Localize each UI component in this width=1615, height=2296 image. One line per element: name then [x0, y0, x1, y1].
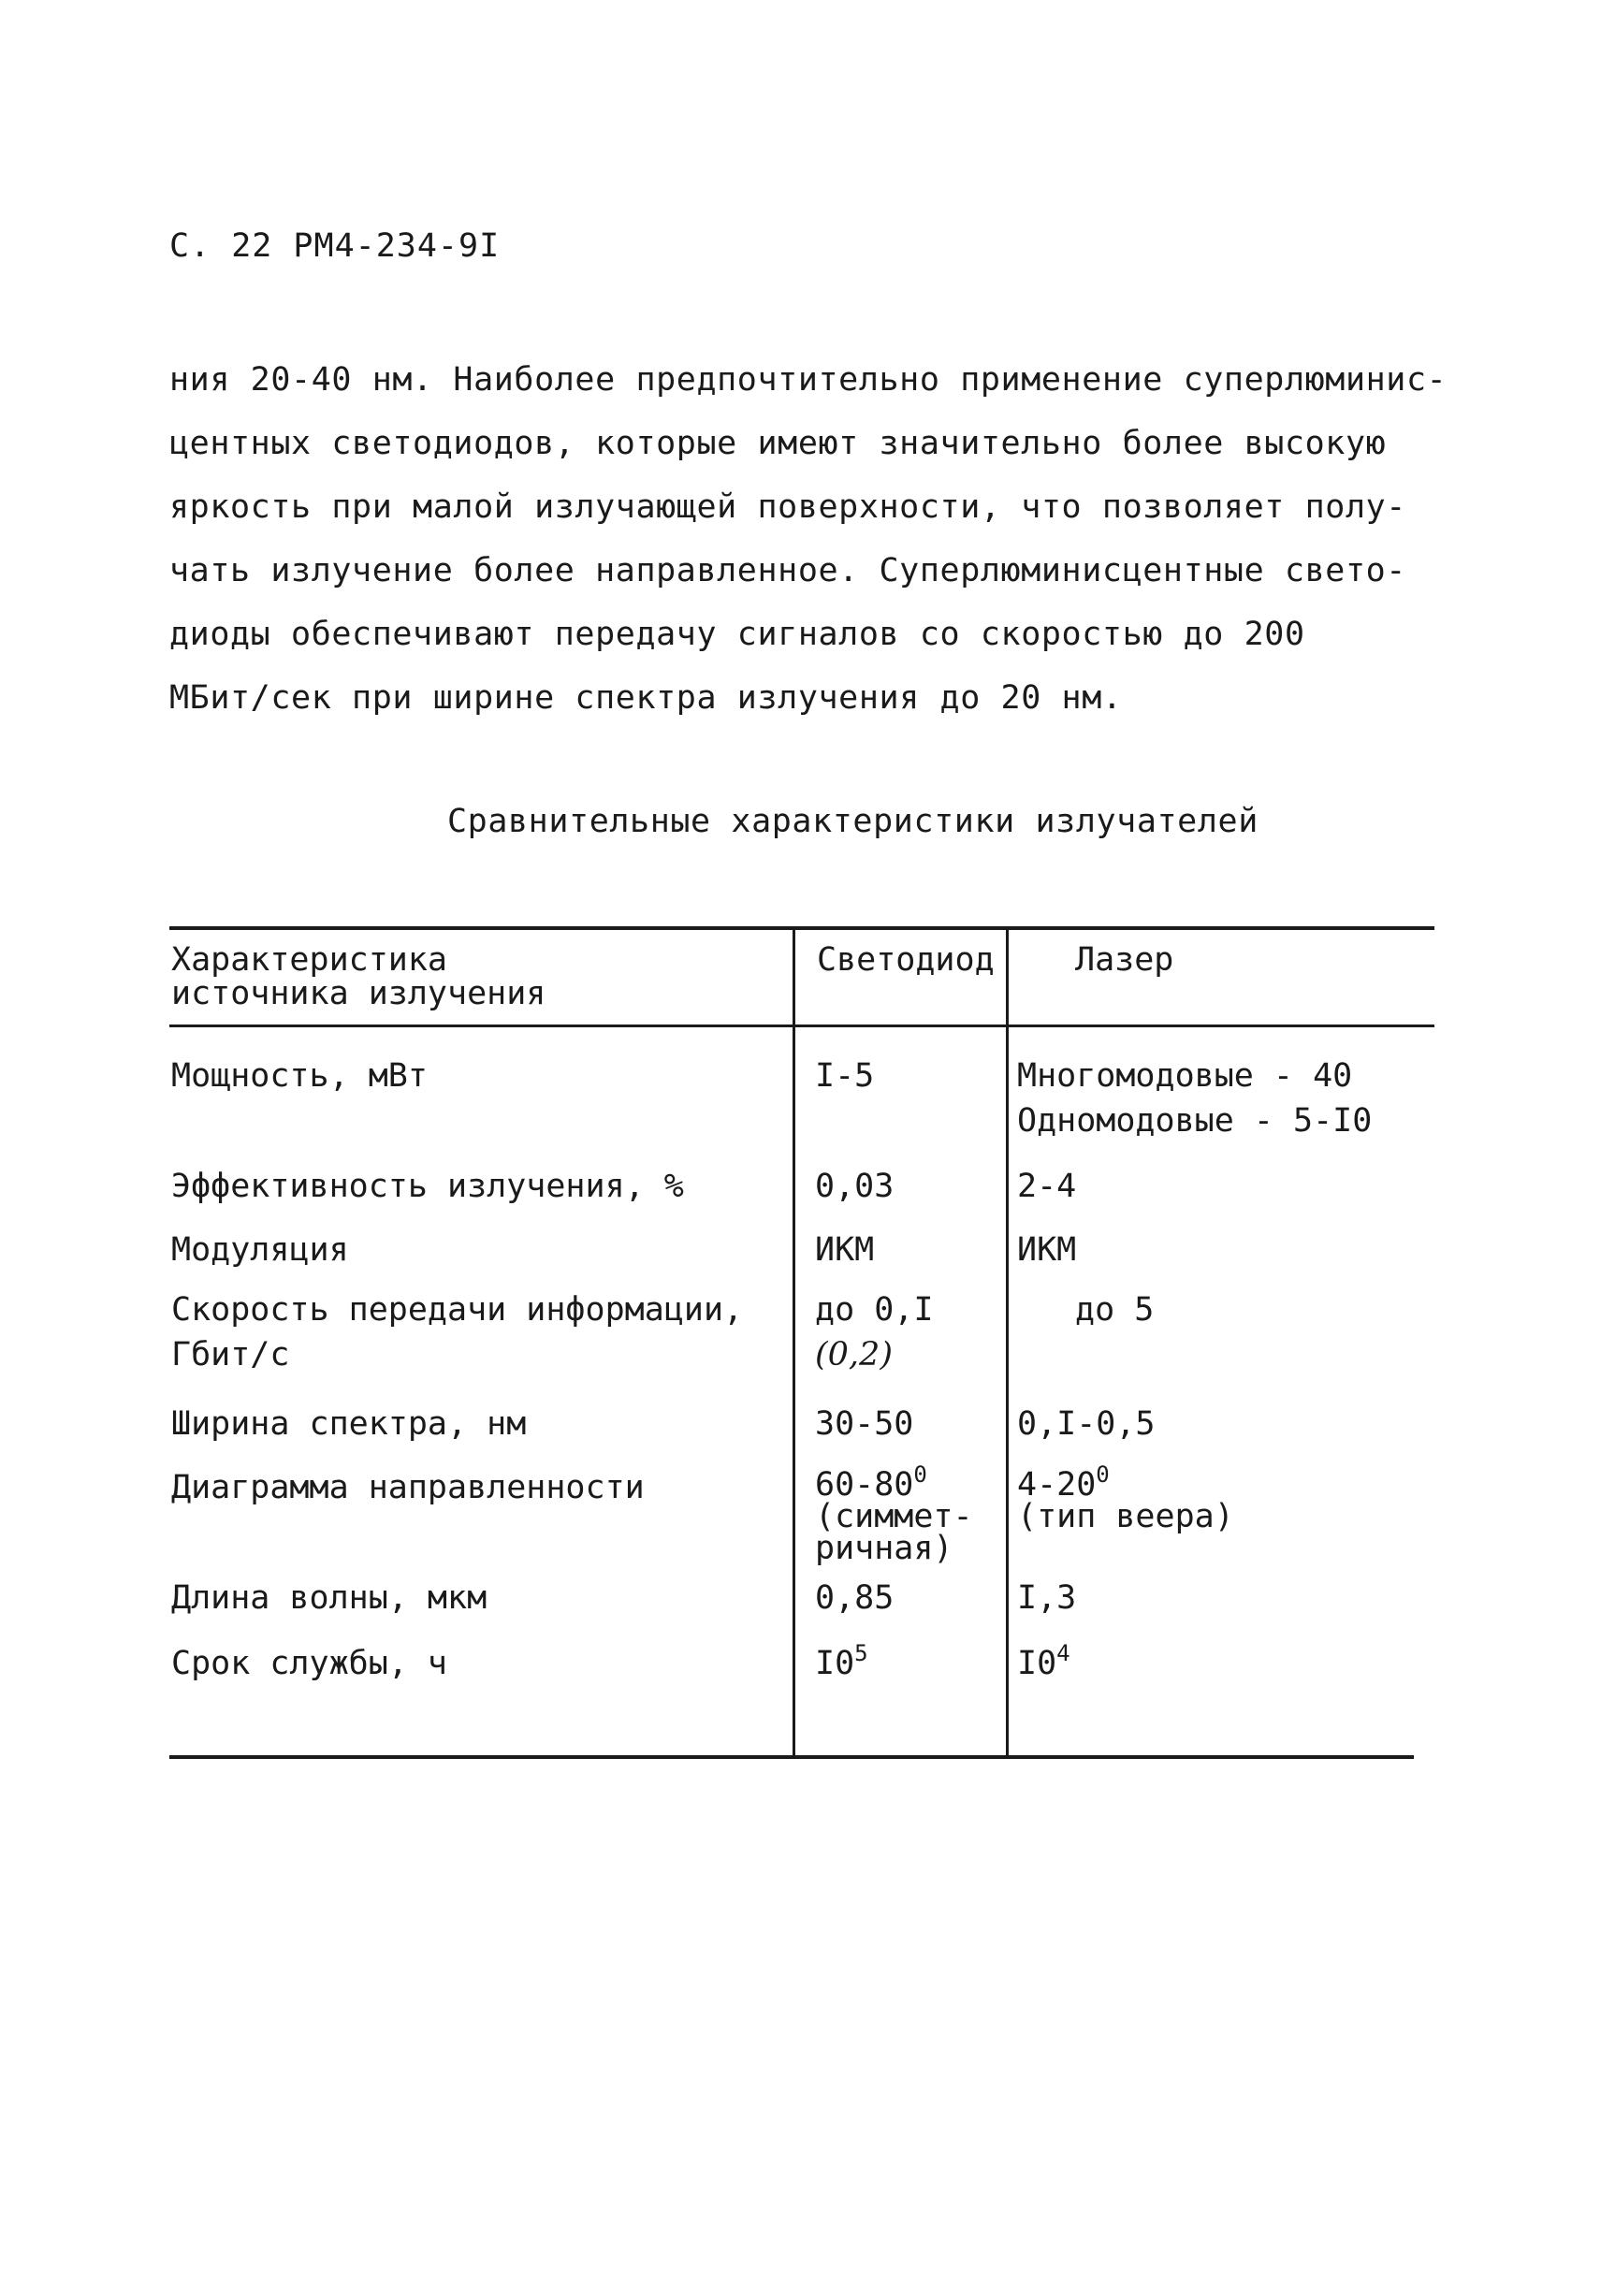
laser-wavelength: I,3: [1017, 1579, 1077, 1617]
column-divider-1: [793, 930, 795, 1755]
page-header: С. 22 РМ4-234-9I: [169, 227, 501, 265]
header-characteristic: [171, 943, 546, 1010]
led-power: I-5: [815, 1057, 875, 1095]
row-label-wavelength: Длина волны, мкм: [171, 1579, 487, 1617]
handwritten-note: (0,2): [815, 1336, 893, 1373]
cell-line: ричная): [815, 1530, 953, 1567]
led-spectrum: 30-50: [815, 1405, 914, 1443]
laser-spectrum: 0,I-0,5: [1017, 1405, 1156, 1443]
comparison-table: [169, 926, 1434, 1759]
paragraph-line: диоды обеспечивают передачу сигналов со скоростью до 200: [169, 616, 1305, 653]
cell-line: Одномодовые - 5-I0: [1017, 1102, 1373, 1140]
cell-line: Гбит/с: [171, 1336, 290, 1373]
cell-value: I0: [1017, 1645, 1057, 1682]
body-paragraph: [169, 348, 1448, 730]
cell-line: (тип веера): [1017, 1498, 1234, 1535]
column-divider-2: [1006, 930, 1009, 1755]
row-label-efficiency: Эффективность излучения, %: [171, 1168, 684, 1205]
header-led: Светодиод: [817, 941, 995, 979]
laser-modulation: ИКМ: [1017, 1231, 1077, 1269]
laser-lifetime: [1017, 1640, 1070, 1682]
row-label-modulation: Модуляция: [171, 1231, 349, 1269]
table-caption: Сравнительные характеристики излучателей: [447, 803, 1259, 840]
header-text: Характеристика: [171, 941, 448, 979]
row-label-pattern: Диаграмма направленности: [171, 1469, 645, 1506]
paragraph-line: центных светодиодов, которые имеют значительно более высокую: [169, 425, 1387, 462]
row-label-spectrum: Ширина спектра, нм: [171, 1405, 527, 1443]
degree-superscript: 0: [1096, 1461, 1110, 1488]
paragraph-line: ния 20-40 нм. Наиболее предпочтительно применение суперлюминис-: [169, 361, 1448, 399]
row-label-power: Мощность, мВт: [171, 1057, 428, 1095]
header-text: источника излучения: [171, 975, 546, 1012]
table-top-rule: [169, 926, 1434, 930]
row-label-speed: [171, 1287, 743, 1377]
led-pattern: [815, 1461, 973, 1567]
led-efficiency: 0,03: [815, 1168, 895, 1205]
cell-line: [1017, 1461, 1234, 1504]
laser-power: [1017, 1054, 1372, 1143]
table-bottom-rule: [169, 1755, 1414, 1759]
exponent-superscript: 5: [854, 1640, 868, 1666]
paragraph-line: яркость при малой излучающей поверхности, что позволяет полу-: [169, 488, 1406, 526]
cell-line: [815, 1461, 973, 1504]
laser-speed: до 5: [1075, 1291, 1155, 1329]
led-speed: [815, 1287, 933, 1377]
paragraph-line: МБит/сек при ширине спектра излучения до 20 нм.: [169, 679, 1123, 717]
laser-pattern: [1017, 1461, 1234, 1535]
cell-value: 60-80: [815, 1466, 914, 1504]
led-modulation: ИКМ: [815, 1231, 875, 1269]
row-label-lifetime: Срок службы, ч: [171, 1645, 448, 1682]
table-header-rule: [169, 1024, 1434, 1027]
cell-value: I0: [815, 1645, 855, 1682]
exponent-superscript: 4: [1056, 1640, 1070, 1666]
cell-value: 4-20: [1017, 1466, 1097, 1504]
degree-superscript: 0: [913, 1461, 927, 1488]
paragraph-line: чать излучение более направленное. Суперлюминисцентные свето-: [169, 552, 1406, 589]
led-wavelength: 0,85: [815, 1579, 895, 1617]
cell-line: до 0,I: [815, 1291, 934, 1329]
header-laser: Лазер: [1075, 941, 1174, 979]
cell-line: Многомодовые - 40: [1017, 1057, 1353, 1095]
laser-efficiency: 2-4: [1017, 1168, 1077, 1205]
cell-line: Скорость передачи информации,: [171, 1291, 744, 1329]
cell-line: (симмет-: [815, 1498, 973, 1535]
led-lifetime: [815, 1640, 868, 1682]
